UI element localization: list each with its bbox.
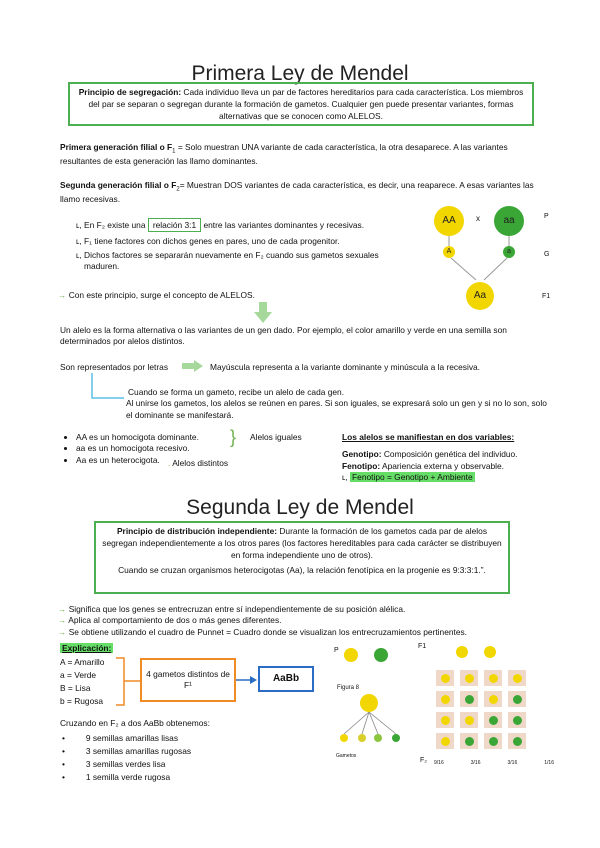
results-list <box>62 732 191 784</box>
pea-icon <box>513 737 522 746</box>
pea-icon <box>465 737 474 746</box>
list-item: → Aplica al comportamiento de dos o más genes diferentes. <box>58 615 282 626</box>
pea-f1 <box>360 694 378 712</box>
gamete-explanation: Cuando se forma un gameto, recibe un alelo de cada gen. Al unirse los gametos, los alelos se reúnen en pares. Si son iguales, se expresará solo un gen y si no lo son, solo el dominante se manifestará. <box>126 387 547 420</box>
gamete-tree <box>332 712 414 752</box>
punnett-cell <box>460 712 478 728</box>
genotype-bullets <box>62 432 272 466</box>
parent-AA: AA <box>434 206 464 236</box>
list-item: ʟ, Dichos factores se separarán nuevamente en F₂ cuando sus gametos sexuales maduren. <box>76 249 379 272</box>
punnett-cell <box>508 691 526 707</box>
pea-icon <box>441 695 450 704</box>
first-generation-paragraph: Primera generación filial o $F_1$ = Solo muestran UNA variante de cada característica, la otra desaparece. A las variantes resultantes de esta generación las llamo dominantes. <box>60 142 508 166</box>
pea-icon <box>441 737 450 746</box>
punnett-grid <box>432 668 532 756</box>
punnett-cell <box>508 670 526 686</box>
f1-parent-1 <box>456 646 468 658</box>
box1-label: Principio de segregación: <box>78 87 182 97</box>
page-title-2: Segunda Ley de Mendel <box>186 496 414 519</box>
variables-section: Los alelos se manifiestan en dos variables: Genotipo: Composición genética del individuo. Fenotipo: Apariencia externa y observable. ʟ, Fenotipo = Genotipo + Ambiente <box>342 432 518 483</box>
list-item: → Se obtiene utilizando el cuadro de Punnet = Cuadro donde se visualizan los entrecruzamientos pertinentes. <box>58 626 468 637</box>
gamete-A: A <box>443 246 455 258</box>
gametes-box: 4 gametos distintos de F¹ <box>140 658 236 702</box>
pea-icon <box>441 716 450 725</box>
f2-list <box>76 220 416 272</box>
list-item: • aa es un homocigota recesivo. <box>76 443 272 454</box>
punnett-cell <box>460 691 478 707</box>
pea-icon <box>489 716 498 725</box>
represented-explanation: Mayúscula representa a la variante dominante y minúscula a la recesiva. <box>210 362 480 372</box>
pea-icon <box>513 695 522 704</box>
f1-parent-2 <box>484 646 496 658</box>
offspring-Aa: Aa <box>466 282 494 310</box>
down-arrow <box>254 302 272 324</box>
pea-icon <box>441 674 450 683</box>
aabb-box: AaBb <box>258 666 314 692</box>
pea-green <box>374 648 388 662</box>
pea-icon <box>465 674 474 683</box>
explicacion-heading: Explicación: <box>62 643 112 653</box>
list-item: ʟ, En F₂ existe una relación 3:1 entre las variantes dominantes y recesivas. <box>76 220 365 230</box>
pea-icon <box>513 674 522 683</box>
punnett-cell <box>484 712 502 728</box>
pea-icon <box>489 695 498 704</box>
punnett-cell <box>508 733 526 749</box>
phenotype-formula: Fenotipo = Genotipo + Ambiente <box>352 472 473 483</box>
ratio-box: relación 3:1 <box>148 218 201 232</box>
list-item: • 3 semillas verdes lisa <box>62 759 166 770</box>
punnett-cell <box>436 733 454 749</box>
punnett-cell <box>436 670 454 686</box>
punnett-cell <box>460 733 478 749</box>
list-item: • Aa es un heterocigota. <box>76 455 272 466</box>
list-item: • 3 semillas amarillas rugosas <box>62 746 192 757</box>
cruzando-text: Cruzando en F₂ a dos AaBb obtenemos: <box>60 718 210 728</box>
segregation-principle-box <box>68 82 534 126</box>
independent-distribution-box: Principio de distribución independiente: Durante la formación de los gametos cada par de alelos segregan independientemente a los otros pares (los factores hereditables para cada carácter se distribuyen en forma independiente uno de otros). Cuando se cruzan organismos heterocigotas (Aa), la relación fenotípica en la progenie es 9:3:3:1.”. <box>94 521 510 594</box>
list-item: • 9 semillas amarillas lisas <box>62 733 179 743</box>
alelos-concept: → Con este principio, surge el concepto de ALELOS. <box>58 290 255 300</box>
connector-line <box>88 373 128 403</box>
monohybrid-cross-diagram: AA x aa P A a G Aa F1 <box>410 200 560 315</box>
pea-icon <box>465 716 474 725</box>
gamete-a: a <box>503 246 515 258</box>
ratio-labels: 9/16 3/16 3/16 1/16 <box>434 760 554 766</box>
represented-by-letters: Son representados por letras <box>60 362 169 372</box>
list-item: • AA es un homocigota dominante. <box>76 432 272 443</box>
pea-yellow <box>344 648 358 662</box>
list-item: • 1 semilla verde rugosa <box>62 772 171 783</box>
pea-icon <box>513 716 522 725</box>
punnett-cell <box>508 712 526 728</box>
alelos-distintos-label: . Alelos distintos <box>168 458 229 468</box>
list-item: ʟ, F₁ tiene factores con dichos genes en pares, uno de cada progenitor. <box>76 236 340 247</box>
second-generation-paragraph: Segunda generación filial o $F_2=$ Muestran DOS variantes de cada característica, es decir, una reaparece. A esas variantes las llamo recesivas. <box>60 180 534 204</box>
pea-icon <box>489 737 498 746</box>
list-item: → Significa que los genes se entrecruzan entre sí independientemente de su posición alélica. <box>58 604 406 614</box>
punnett-cell <box>436 691 454 707</box>
right-arrow <box>182 360 204 372</box>
punnett-cell <box>484 733 502 749</box>
punnett-cell <box>460 670 478 686</box>
law2-points <box>58 604 548 638</box>
punnett-cell <box>436 712 454 728</box>
punnett-cell <box>484 670 502 686</box>
allele-legend: A = Amarillo a = Verde B = Lisa b = Rugosa <box>60 657 105 707</box>
box1-text: Cada individuo lleva un par de factores hereditarios para cada característica. Los miembros del par se separan o segregan durante la formación de gametos. Cualquier gen puede presentar variantes, formas alternativas que se conocen como ALELOS. <box>88 87 524 121</box>
punnett-cell <box>484 691 502 707</box>
alelo-definition: Un alelo es la forma alternativa o las variantes de un gen dado. Por ejemplo, el color amarillo y verde en una semilla son determinados por alelos distintos. <box>60 325 507 347</box>
parent-aa: aa <box>494 206 524 236</box>
page-title-1: Primera Ley de Mendel <box>191 62 409 85</box>
punnett-square-figure: F1 F₂ 9/16 3/16 3/16 1/16 <box>418 643 554 766</box>
pea-icon <box>465 695 474 704</box>
dihybrid-figure-small: P Figura 8 Gametos <box>332 644 414 764</box>
arrow-to-aabb <box>236 674 258 686</box>
brace: } <box>230 427 237 447</box>
alelos-iguales-label: Alelos iguales <box>250 432 302 442</box>
pea-icon <box>489 674 498 683</box>
